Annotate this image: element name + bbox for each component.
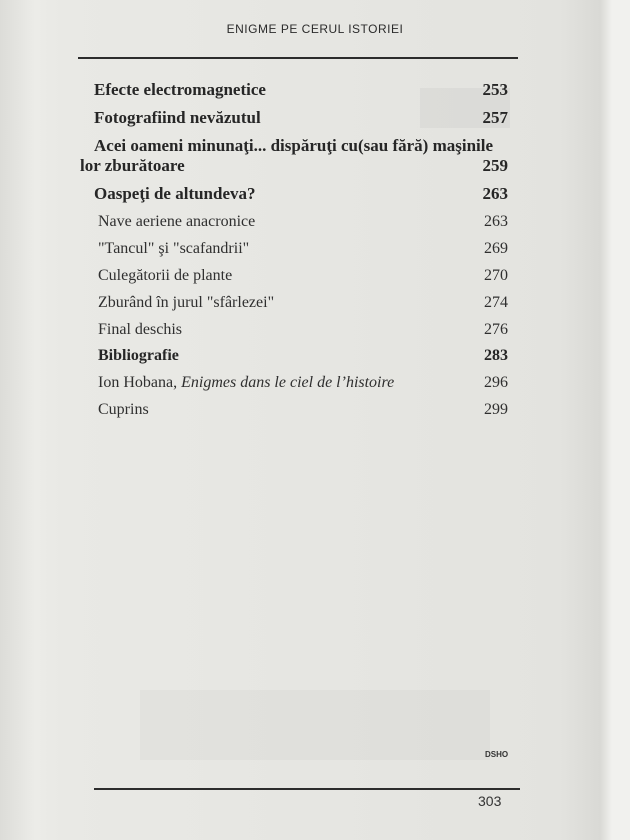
- toc-entry-italic-title: Enigmes dans le ciel de l’histoire: [181, 374, 395, 391]
- toc-entry-author: Ion Hobana,: [98, 374, 182, 391]
- toc-entry-title: [98, 374, 394, 392]
- toc-entry-page: 299: [484, 401, 508, 418]
- toc-entry-page: 263: [484, 213, 508, 230]
- toc-entry-page: 259: [482, 156, 508, 175]
- toc-entry: [98, 213, 508, 231]
- toc-entry: [98, 321, 508, 339]
- toc-entry: [94, 136, 508, 156]
- toc-entry-title: Cuprins: [98, 401, 149, 418]
- toc-entry-title: Fotografiind nevăzutul: [94, 108, 261, 127]
- toc-entry-title: "Tancul" şi "scafandrii": [98, 240, 250, 257]
- footer-rule: [94, 788, 520, 790]
- toc-entry-title-line2: lor zburătoare: [80, 156, 185, 175]
- toc-entry: [98, 240, 508, 258]
- page-number: 303: [478, 793, 502, 809]
- printer-stamp: DSHO: [485, 750, 509, 759]
- toc-entry-page: 263: [482, 184, 508, 203]
- toc-entry-title: Culegătorii de plante: [98, 267, 233, 284]
- toc-entry: [98, 294, 508, 312]
- toc-entry: [98, 374, 508, 392]
- toc-entry: [94, 184, 508, 204]
- toc-entry: [94, 80, 508, 100]
- toc-entry-title: Oaspeţi de altundeva?: [94, 184, 256, 203]
- toc-entry-page: 276: [484, 321, 508, 338]
- toc-entry-page: 253: [482, 80, 508, 99]
- toc-entry-page: 269: [484, 240, 508, 257]
- toc-entry-title: Efecte electromagnetice: [94, 80, 266, 99]
- toc-entry: [98, 401, 508, 419]
- toc-entry: [98, 347, 508, 365]
- toc-entry-page: 283: [484, 347, 508, 364]
- toc-entry: [98, 267, 508, 285]
- toc-entry-page: 257: [482, 108, 508, 127]
- toc-entry-title: Bibliografie: [98, 347, 179, 364]
- toc-entry: [94, 108, 508, 128]
- toc-entry-title-line1: Acei oameni minunaţi... dispăruţi cu(sau fără) maşinile: [94, 136, 494, 155]
- toc-entry-page: 274: [484, 294, 508, 311]
- toc-entry-title: Nave aeriene anacronice: [98, 213, 256, 230]
- toc-entry-page: 270: [484, 267, 508, 284]
- toc-entry: [80, 156, 508, 176]
- toc-entry-page: 296: [484, 374, 508, 391]
- toc-entry-title: Final deschis: [98, 321, 182, 338]
- toc-entry-title: Zburând în jurul "sfârlezei": [98, 294, 275, 311]
- running-header: ENIGME PE CERUL ISTORIEI: [226, 22, 404, 36]
